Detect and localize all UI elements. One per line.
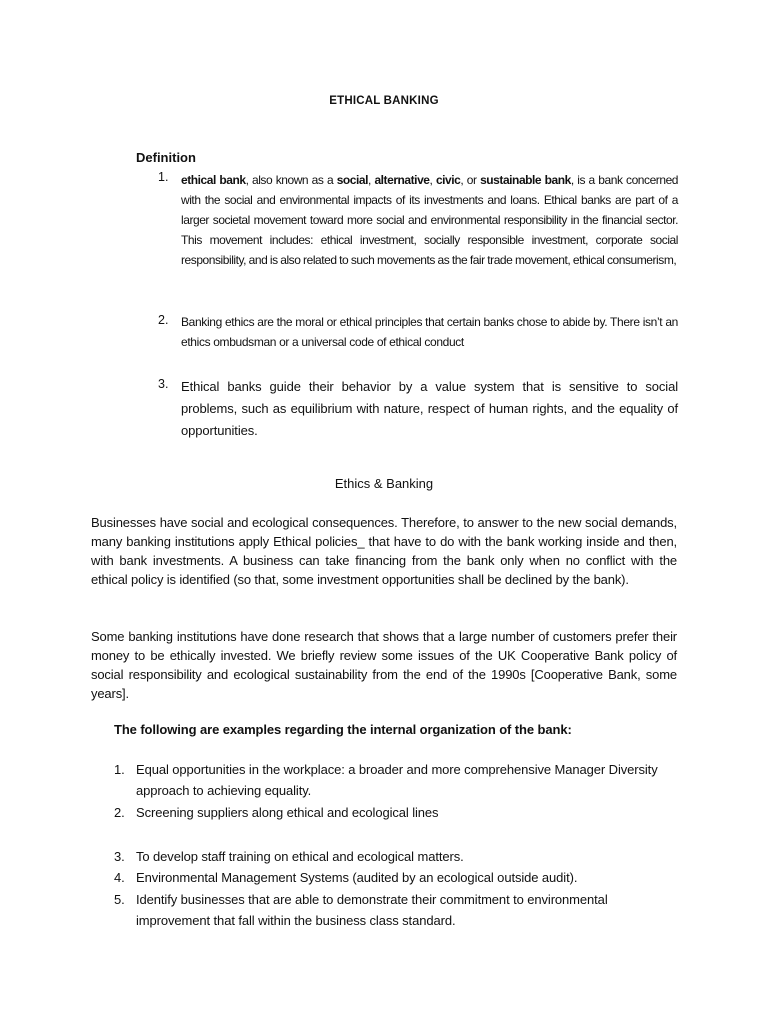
body-paragraph-2: Some banking institutions have done research that shows that a large number of customers prefer their money to be ethically invested. We briefly review some issues of the UK Cooperative Bank policy of social responsibility and ecological sustainability from the end of the 1990s [Cooperative Bank, some years]. [91, 629, 677, 701]
definition-1-segment: , also known as a [245, 173, 337, 187]
example-number: 1. [114, 762, 125, 777]
definition-1-segment: , or [460, 173, 481, 187]
definition-1-segment: civic [435, 173, 461, 187]
definition-1-segment: ethical bank [181, 173, 246, 187]
example-text: Screening suppliers along ethical and ecological lines [136, 805, 439, 820]
example-number: 3. [114, 849, 125, 864]
definition-heading: Definition [136, 150, 196, 165]
definition-number-1: 1. [158, 170, 169, 184]
section-title: Ethics & Banking [334, 476, 434, 491]
definition-number-3: 3. [158, 377, 169, 391]
definition-1-segment: social [336, 173, 369, 187]
definition-1-segment: alternative [374, 173, 430, 187]
document-title: ETHICAL BANKING [329, 95, 439, 107]
example-number: 5. [114, 892, 125, 907]
definition-item-2: Banking ethics are the moral or ethical principles that certain banks chose to abide by. There isn’t an ethics ombudsman or a universal code of ethical conduct [181, 315, 678, 349]
body-paragraph-1: Businesses have social and ecological consequences. Therefore, to answer to the new social demands, many banking institutions apply Ethical policies_ that have to do with the bank working inside and then, with bank investments. A business can take financing from the bank only when no conflict with the ethical policy is identified (so that, some investment opportunities shall be declined by the bank). [91, 515, 677, 587]
example-text: Identify businesses that are able to demonstrate their commitment to environmental improvement that fall within the business class standard. [136, 892, 608, 928]
examples-heading: The following are examples regarding the internal organization of the bank: [114, 722, 572, 737]
example-text: Environmental Management Systems (audited by an ecological outside audit). [136, 870, 578, 885]
definition-number-2: 2. [158, 313, 169, 327]
example-number: 2. [114, 805, 125, 820]
definition-item-3: Ethical banks guide their behavior by a value system that is sensitive to social problems, such as equilibrium with nature, respect of human rights, and the equality of opportunities. [181, 379, 678, 438]
definition-item-1 [181, 170, 678, 270]
definition-1-segment: sustainable bank [480, 173, 571, 187]
example-text: Equal opportunities in the workplace: a broader and more comprehensive Manager Diversity approach to achieving equality. [136, 762, 658, 798]
definition-1-segment: , is a bank concerned with the social and environmental impacts of its investments and loans. Ethical banks are part of a larger societal movement toward more social and environmental responsibility in the financial sector. This movement includes: ethical investment, socially responsible investment, corporate social responsibility, and is also related to such movements as the fair trade movement, ethical consumerism, [181, 173, 679, 267]
definition-1-segment: , [368, 173, 375, 187]
example-number: 4. [114, 870, 125, 885]
example-text: To develop staff training on ethical and ecological matters. [136, 849, 464, 864]
definition-1-segment: , [429, 173, 436, 187]
